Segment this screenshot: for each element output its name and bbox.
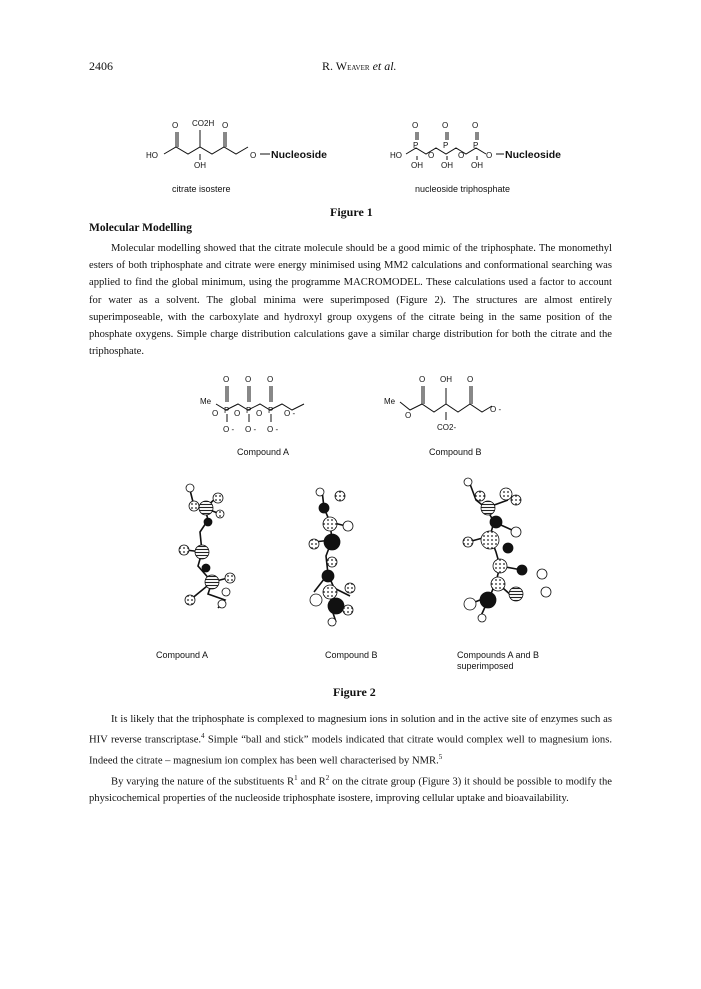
atom-o: O	[419, 375, 426, 384]
model-label-ab: Compounds A and B	[457, 650, 540, 660]
model-label-a: Compound A	[156, 650, 209, 660]
atom-ho: HO	[146, 151, 158, 160]
atom-p: P	[443, 141, 449, 150]
citrate-isostere-label: citrate isostere	[172, 184, 231, 194]
atom-oh: OH	[441, 161, 453, 170]
atom-ho: HO	[390, 151, 402, 160]
nucleoside-label: Nucleoside	[505, 149, 562, 161]
atom-o: O	[234, 409, 241, 418]
atom-o: O	[467, 375, 474, 384]
atom-p: P	[473, 141, 479, 150]
atom-o: O	[442, 121, 449, 130]
atom-oh: OH	[194, 161, 206, 170]
atom-me: Me	[200, 397, 212, 406]
atom-p: P	[246, 406, 252, 415]
atom-o: O	[267, 375, 274, 384]
atom-o-minus: O -	[267, 425, 279, 434]
atom-o: O	[250, 151, 257, 160]
atom-o: O	[245, 375, 252, 384]
atom-oh: OH	[471, 161, 483, 170]
body-paragraphs	[89, 711, 612, 808]
atom-co2-minus: CO2-	[437, 423, 457, 432]
page-number: 2406	[89, 59, 113, 73]
atom-o: O	[458, 151, 465, 160]
atom-o-minus: O -	[245, 425, 257, 434]
atom-o: O	[256, 409, 263, 418]
atom-oh: OH	[411, 161, 423, 170]
section-heading: Molecular Modelling	[89, 222, 192, 234]
citrate-chain	[164, 147, 248, 154]
atom-o: O	[428, 151, 435, 160]
compound-b-label: Compound B	[429, 447, 482, 457]
atom-o: O	[222, 121, 229, 130]
model-label-ab-2: superimposed	[457, 661, 514, 671]
atom-me: Me	[384, 397, 396, 406]
nucleoside-label: Nucleoside	[271, 149, 328, 161]
atom-o: O	[486, 151, 493, 160]
modelling-paragraph: Molecular modelling showed that the citrate molecule should be a good mimic of the triphosphate. The monomethyl esters of both triphosphate and citrate were energy minimised using MM2 calculations and conformational searching was applied to find the global minimum, using the programme MACROMODEL. These calculations used a factor to account for water as a solvent. The global minima were superimposed (Figure 2). The structures are almost entirely superimposeable, with the carboxylate and hydroxyl group oxygens of the citrate being in the same position of the phosphate oxygens. Simple charge distribution calculations gave a similar charge distribution for both the citrate and the triphosphate.	[89, 243, 612, 358]
figure-2-caption: Figure 2	[333, 685, 376, 699]
ball-and-stick-models	[150, 470, 580, 640]
atom-p: P	[413, 141, 419, 150]
atom-o-minus: O -	[284, 409, 296, 418]
atom-o: O	[223, 375, 230, 384]
atom-co2h: CO2H	[192, 119, 215, 128]
atom-o-minus: O -	[223, 425, 235, 434]
figure-1-structures	[140, 110, 600, 190]
atom-o: O	[172, 121, 179, 130]
figure-2-structures	[190, 372, 550, 442]
atom-p: P	[268, 406, 274, 415]
atom-o: O	[412, 121, 419, 130]
running-author: R. Weaver et al.	[322, 59, 397, 73]
paragraph-substituents: By varying the nature of the substituents $R^1$ and $R^2$ on the citrate group (Figure 3) it should be possible to modify the physicochemical properties of the nucleoside triphosphate isostere, improving cellular uptake and bioavailability.	[89, 773, 612, 805]
atom-p: P	[224, 406, 230, 415]
paragraph-magnesium: It is likely that the triphosphate is complexed to magnesium ions in solution and in the active site of enzymes such as HIV reverse transcriptase.$^4$ Simple “ball and stick” models indicated that citrate would complex well to magnesium ions. Indeed the citrate – magnesium ion complex has been well characterised by NMR.$^5$	[89, 714, 612, 767]
nucleoside-triphosphate-label: nucleoside triphosphate	[415, 184, 511, 194]
atom-o: O	[405, 411, 412, 420]
compound-a-label: Compound A	[237, 447, 290, 457]
atom-o-minus: O -	[490, 405, 502, 414]
atom-oh: OH	[440, 375, 452, 384]
atom-o: O	[212, 409, 219, 418]
atom-o: O	[472, 121, 479, 130]
model-label-b: Compound B	[325, 650, 378, 660]
figure-1-caption: Figure 1	[330, 205, 373, 219]
